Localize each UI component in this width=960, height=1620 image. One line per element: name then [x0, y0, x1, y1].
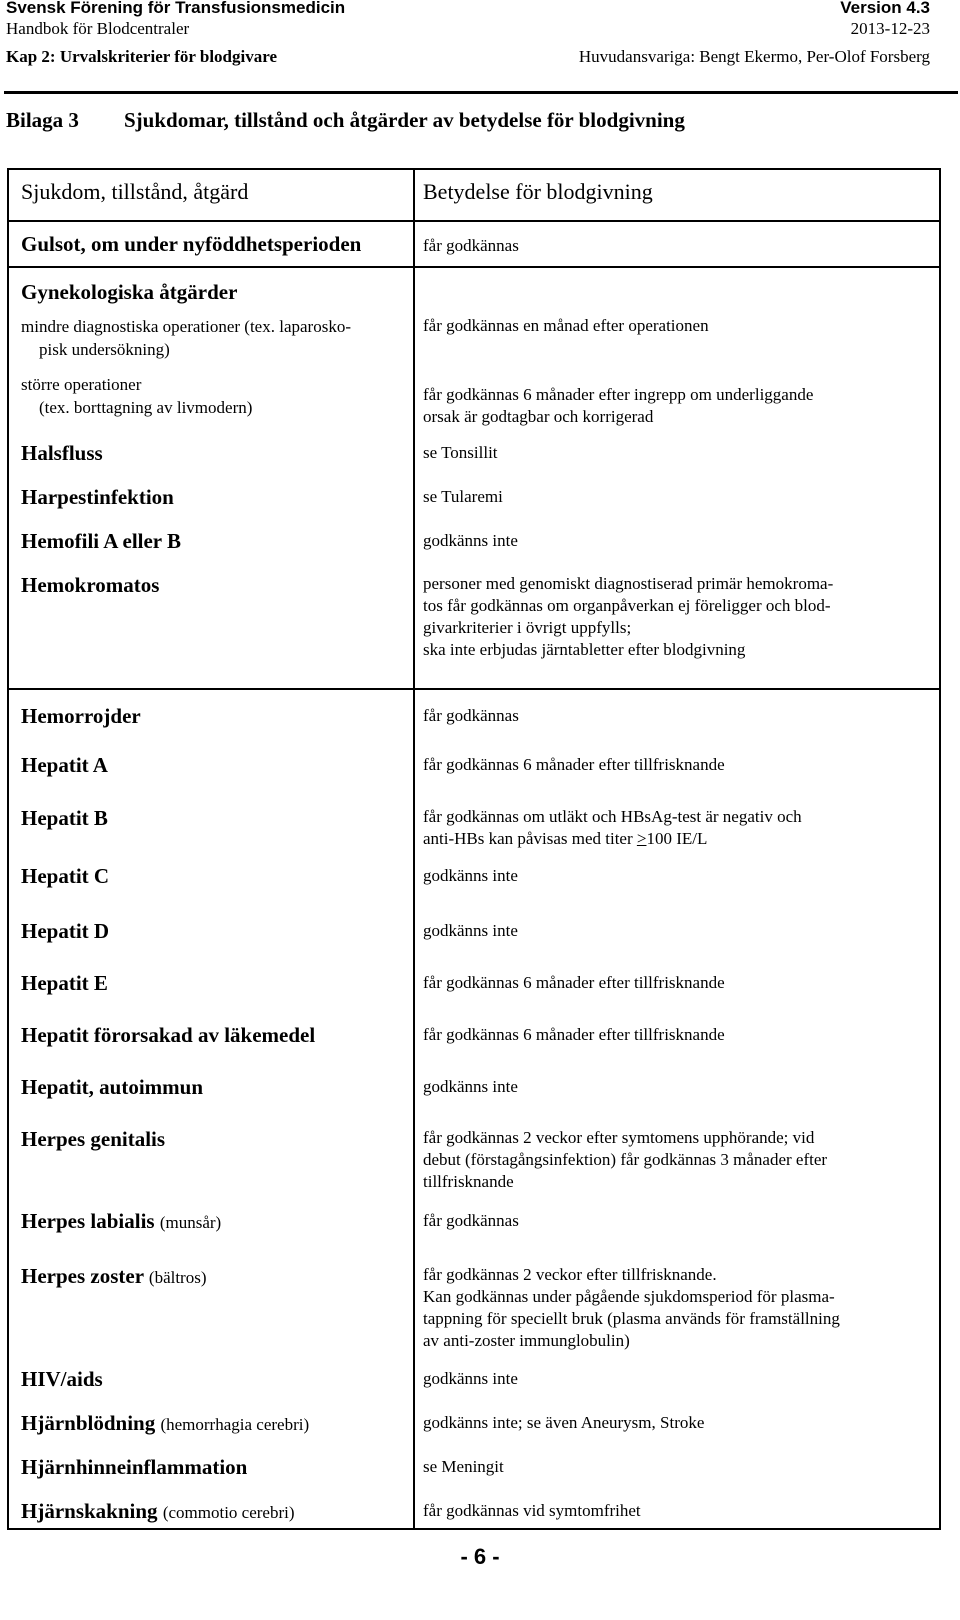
header-handbook: Handbok för Blodcentraler — [6, 19, 190, 38]
hjarnblodning-sub: (hemorrhagia cerebri) — [160, 1415, 310, 1434]
col2-header-cell — [414, 169, 940, 221]
hemofili-meaning: godkänns inte — [423, 531, 518, 550]
gyn-mindre-line1: mindre diagnostiska operationer (tex. laparosko- — [21, 317, 351, 336]
hepatit-lakemedel-name: Hepatit förorsakad av läkemedel — [21, 1023, 316, 1047]
halsfluss-name: Halsfluss — [21, 441, 103, 465]
gyn-storre-meaning-line1: får godkännas 6 månader efter ingrepp om underliggande — [423, 385, 814, 404]
herpes-zoster — [21, 1264, 409, 1289]
hjarnblodning-name: Hjärnblödning — [21, 1411, 156, 1435]
hepatit-c-meaning: godkänns inte — [423, 866, 518, 885]
hemorrojder-name: Hemorrojder — [21, 704, 141, 728]
hepatit-b-meaning-line1: får godkännas om utläkt och HBsAg-test är negativ och — [423, 807, 802, 826]
hemokromatos-meaning-line1: personer med genomiskt diagnostiserad primär hemokroma- — [423, 574, 834, 593]
herpes-zoster-meaning-line2: Kan godkännas under pågående sjukdomsperiod för plasma- — [423, 1287, 835, 1306]
herpes-genitalis-meaning-line2: debut (förstagångsinfektion) får godkännas 3 månader efter — [423, 1150, 828, 1169]
col1-header-cell — [8, 169, 414, 221]
header-version: Version 4.3 — [840, 0, 930, 17]
harpes-name: Harpestinfektion — [21, 485, 174, 509]
herpes-zoster-sub: (bältros) — [148, 1268, 207, 1287]
gyn-storre-meaning-line2: orsak är godtagbar och korrigerad — [423, 407, 654, 426]
hepatit-a-name: Hepatit A — [21, 753, 108, 777]
halsfluss-meaning: se Tonsillit — [423, 443, 498, 462]
col2-header: Betydelse för blodgivning — [423, 179, 653, 204]
hiv-name: HIV/aids — [21, 1367, 103, 1391]
hjarnskakning-meaning: får godkännas vid symtomfrihet — [423, 1501, 641, 1520]
block1-names-cell — [8, 267, 414, 689]
block2-meanings-cell — [414, 689, 940, 1529]
hepatit-b-meaning-post: 100 IE/L — [646, 829, 708, 848]
header-organization: Svensk Förening för Transfusionsmedicin — [6, 0, 346, 17]
block2-names-cell — [8, 689, 414, 1529]
hepatit-d-meaning: godkänns inte — [423, 921, 518, 940]
gulsot-cell — [8, 221, 414, 267]
header-row-2 — [0, 19, 960, 43]
hepatit-e-meaning: får godkännas 6 månader efter tillfrisknande — [423, 973, 725, 992]
gulsot-meaning-cell — [414, 221, 940, 267]
header-chapter: Kap 2: Urvalskriterier för blodgivare — [6, 47, 278, 66]
herpes-genitalis-meaning-line1: får godkännas 2 veckor efter symtomens upphörande; vid — [423, 1128, 815, 1147]
herpes-zoster-name: Herpes zoster — [21, 1264, 144, 1288]
hjarnskakning-sub: (commotio cerebri) — [162, 1503, 295, 1522]
hjarnskakning-name: Hjärnskakning — [21, 1499, 158, 1523]
herpes-genitalis-meaning-line3: tillfrisknande — [423, 1172, 514, 1191]
gynekologiska-name: Gynekologiska åtgärder — [21, 280, 238, 304]
herpes-labialis-meaning: får godkännas — [423, 1211, 519, 1230]
hepatit-b-name: Hepatit B — [21, 806, 108, 830]
herpes-zoster-meaning-line1: får godkännas 2 veckor efter tillfrisknande. — [423, 1265, 717, 1284]
gulsot-meaning: får godkännas — [423, 236, 519, 255]
herpes-zoster-meaning-line4: av anti-zoster immunglobulin) — [423, 1331, 630, 1350]
hepatit-b-meaning-line2 — [423, 828, 935, 850]
gyn-storre-line2: (tex. borttagning av livmodern) — [39, 398, 253, 417]
hjarnhinne-name: Hjärnhinneinflammation — [21, 1455, 248, 1479]
header-divider — [4, 91, 958, 94]
header-responsible: Huvudansvariga: Bengt Ekermo, Per-Olof Forsberg — [578, 47, 930, 66]
table-row — [8, 267, 940, 689]
col1-header: Sjukdom, tillstånd, åtgärd — [21, 179, 249, 204]
hepatit-b-meaning-symbol: > — [636, 829, 647, 848]
hjarnblodning — [21, 1411, 409, 1436]
herpes-zoster-meaning-line3: tappning för speciellt bruk (plasma används för framställning — [423, 1309, 840, 1328]
page-number: - 6 - — [460, 1544, 500, 1569]
gyn-mindre-meaning: får godkännas en månad efter operationen — [423, 316, 709, 335]
block1-meanings-cell — [414, 267, 940, 689]
herpes-labialis-sub: (munsår) — [159, 1213, 222, 1232]
hepatit-autoimmun-name: Hepatit, autoimmun — [21, 1075, 204, 1099]
table-row — [8, 221, 940, 267]
hemofili-name: Hemofili A eller B — [21, 529, 182, 553]
header-date: 2013-12-23 — [850, 19, 930, 38]
table-header-row — [8, 169, 940, 221]
hepatit-lakemedel-meaning: får godkännas 6 månader efter tillfrisknande — [423, 1025, 725, 1044]
hepatit-b-meaning-pre: anti-HBs kan påvisas med titer — [423, 829, 637, 848]
appendix-number: Bilaga 3 — [6, 108, 79, 132]
gyn-mindre-line2: pisk undersökning) — [39, 340, 170, 359]
hepatit-e-name: Hepatit E — [21, 971, 108, 995]
hepatit-d-name: Hepatit D — [21, 919, 110, 943]
hemorrojder-meaning: får godkännas — [423, 706, 519, 725]
gulsot-name: Gulsot, om under nyföddhetsperioden — [21, 232, 362, 256]
hjarnskakning — [21, 1499, 409, 1524]
criteria-table — [7, 168, 941, 1530]
harpes-meaning: se Tularemi — [423, 487, 503, 506]
hemokromatos-name: Hemokromatos — [21, 573, 160, 597]
herpes-labialis-name: Herpes labialis — [21, 1209, 155, 1233]
header-row-3 — [0, 47, 960, 71]
hemokromatos-meaning-line2: tos får godkännas om organpåverkan ej föreligger och blod- — [423, 596, 831, 615]
hepatit-a-meaning: får godkännas 6 månader efter tillfrisknande — [423, 755, 725, 774]
hemokromatos-meaning-line3: givarkriterier i övrigt uppfylls; — [423, 618, 632, 637]
hjarnhinne-meaning: se Meningit — [423, 1457, 504, 1476]
hepatit-autoimmun-meaning: godkänns inte — [423, 1077, 518, 1096]
hepatit-c-name: Hepatit C — [21, 864, 110, 888]
appendix-title: Sjukdomar, tillstånd och åtgärder av betydelse för blodgivning — [124, 108, 685, 132]
herpes-labialis — [21, 1209, 409, 1234]
hjarnblodning-meaning: godkänns inte; se även Aneurysm, Stroke — [423, 1413, 705, 1432]
gyn-storre-line1: större operationer — [21, 375, 142, 394]
table-row — [8, 689, 940, 1529]
hiv-meaning: godkänns inte — [423, 1369, 518, 1388]
hemokromatos-meaning-line4: ska inte erbjudas järntabletter efter blodgivning — [423, 640, 746, 659]
herpes-genitalis-name: Herpes genitalis — [21, 1127, 166, 1151]
